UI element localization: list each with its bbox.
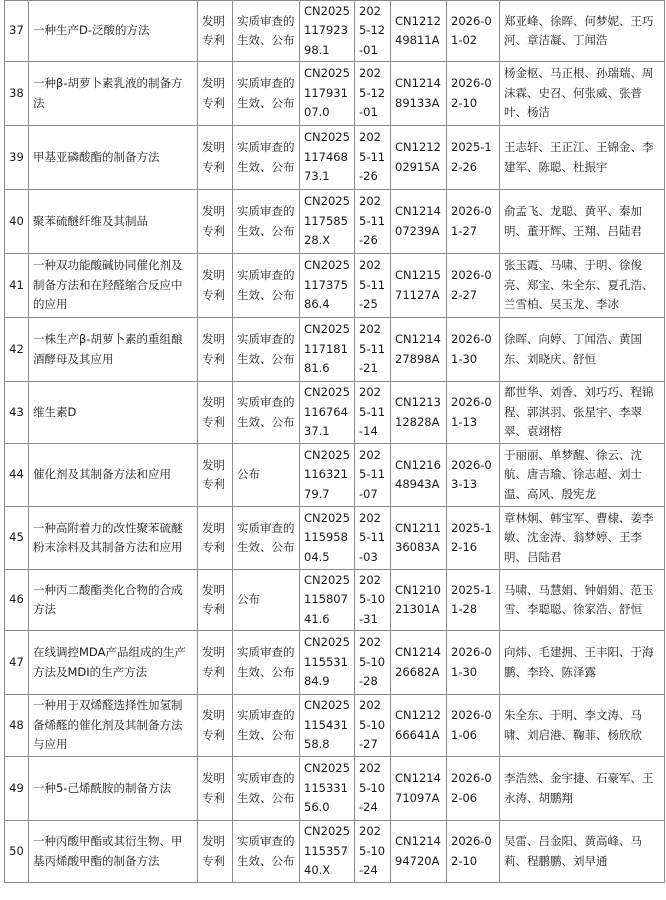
inventors-cell: 李浩然、金宇捷、石豪军、王永涛、胡鹏翔: [500, 757, 665, 821]
table-row: [5, 62, 665, 126]
application-number-cell: CN2025117931 07.0: [300, 62, 355, 126]
table-row: [5, 507, 665, 570]
application-number-cell: CN2025115531 84.9: [300, 631, 355, 695]
publication-date-cell: 2026-03-13: [447, 444, 500, 507]
patent-title-cell: 在线调控MDA产品组成的生产方法及MDI的生产方法: [29, 631, 198, 695]
patent-type-cell: 发明专利: [198, 570, 233, 631]
row-number-cell: 37: [5, 1, 29, 62]
patent-type-cell: 发明专利: [198, 695, 233, 757]
patent-title-cell: 维生素D: [29, 382, 198, 444]
application-number-cell: CN2025117468 73.1: [300, 126, 355, 190]
publication-date-cell: 2026-01-06: [447, 695, 500, 757]
application-number-cell: CN2025115958 04.5: [300, 507, 355, 570]
application-date-cell: 2025-11-07: [355, 444, 391, 507]
patent-title-cell: 一种生产D-泛酸的方法: [29, 1, 198, 62]
patent-title-cell: 一种高附着力的改性聚苯硫醚粉末涂料及其制备方法和应用: [29, 507, 198, 570]
row-number-cell: 44: [5, 444, 29, 507]
table-row: [5, 757, 665, 821]
inventors-cell: 徐晖、向婷、丁闻浩、黄国东、刘晓庆、舒恒: [500, 318, 665, 382]
row-number-cell: 49: [5, 757, 29, 821]
application-number-cell: CN2025115331 56.0: [300, 757, 355, 821]
inventors-cell: 吴雷、吕金阳、黄高峰、马莉、程鹏鹏、刘早通: [500, 821, 665, 883]
legal-status-cell: 实质审查的生效、公布: [233, 695, 300, 757]
legal-status-cell: 实质审查的生效、公布: [233, 254, 300, 318]
legal-status-cell: 公布: [233, 444, 300, 507]
patent-title-cell: 一株生产β-胡萝卜素的重组酿酒酵母及其应用: [29, 318, 198, 382]
inventors-cell: 张玉霞、马啸、于明、徐俊亮、郑宝、朱全东、夏孔浩、兰雪柏、吴玉龙、李冰: [500, 254, 665, 318]
table-row: [5, 444, 665, 507]
publication-date-cell: 2026-01-30: [447, 318, 500, 382]
legal-status-cell: 实质审查的生效、公布: [233, 190, 300, 254]
publication-date-cell: 2026-02-10: [447, 62, 500, 126]
patent-type-cell: 发明专利: [198, 126, 233, 190]
inventors-cell: 王志轩、王正江、王锦金、李建军、陈聪、杜振宇: [500, 126, 665, 190]
inventors-cell: 章林炯、韩宝军、曹棣、姜李敏、沈金涛、翁梦婷、王李明、吕陆君: [500, 507, 665, 570]
publication-date-cell: 2026-01-27: [447, 190, 500, 254]
publication-number-cell: CN121571127A: [391, 254, 447, 318]
patent-title-cell: 一种双功能酸碱协同催化剂及制备方法和在羟醛缩合反应中的应用: [29, 254, 198, 318]
application-number-cell: CN2025117181 81.6: [300, 318, 355, 382]
table-row: [5, 1, 665, 62]
patent-type-cell: 发明专利: [198, 821, 233, 883]
inventors-cell: 俞孟飞、龙聪、黄平、秦加明、董开辉、王翔、吕陆君: [500, 190, 665, 254]
application-date-cell: 2025-11-21: [355, 318, 391, 382]
row-number-cell: 45: [5, 507, 29, 570]
inventors-cell: 杨金枢、马正根、孙瑞瑞、周沫霖、史召、何张威、张普叶、杨洁: [500, 62, 665, 126]
publication-date-cell: 2026-02-06: [447, 757, 500, 821]
patent-title-cell: 甲基亚磷酸酯的制备方法: [29, 126, 198, 190]
patent-table-body: [5, 1, 665, 883]
row-number-cell: 48: [5, 695, 29, 757]
publication-number-cell: CN121426682A: [391, 631, 447, 695]
legal-status-cell: 实质审查的生效、公布: [233, 126, 300, 190]
application-number-cell: CN2025117923 98.1: [300, 1, 355, 62]
patent-type-cell: 发明专利: [198, 757, 233, 821]
patent-title-cell: 一种β-胡萝卜素乳液的制备方法: [29, 62, 198, 126]
inventors-cell: 朱全东、于明、李文涛、马啸、刘启港、鞠菲、杨欣欣: [500, 695, 665, 757]
row-number-cell: 39: [5, 126, 29, 190]
application-number-cell: CN2025117375 86.4: [300, 254, 355, 318]
patent-title-cell: 聚苯硫醚纤维及其制品: [29, 190, 198, 254]
table-row: [5, 382, 665, 444]
table-row: [5, 570, 665, 631]
row-number-cell: 50: [5, 821, 29, 883]
publication-number-cell: CN121136083A: [391, 507, 447, 570]
legal-status-cell: 实质审查的生效、公布: [233, 631, 300, 695]
row-number-cell: 41: [5, 254, 29, 318]
application-date-cell: 2025-11-25: [355, 254, 391, 318]
publication-number-cell: CN121648943A: [391, 444, 447, 507]
table-row: [5, 631, 665, 695]
inventors-cell: 郑亚峰、徐晖、何梦妮、王巧河、章洁凝、丁闻浩: [500, 1, 665, 62]
table-row: [5, 190, 665, 254]
publication-number-cell: CN121407239A: [391, 190, 447, 254]
legal-status-cell: 实质审查的生效、公布: [233, 507, 300, 570]
patent-table: [4, 0, 665, 883]
row-number-cell: 42: [5, 318, 29, 382]
application-number-cell: CN2025115431 58.8: [300, 695, 355, 757]
patent-title-cell: 催化剂及其制备方法和应用: [29, 444, 198, 507]
patent-type-cell: 发明专利: [198, 382, 233, 444]
publication-date-cell: 2026-01-02: [447, 1, 500, 62]
application-date-cell: 2025-11-26: [355, 126, 391, 190]
legal-status-cell: 实质审查的生效、公布: [233, 757, 300, 821]
publication-date-cell: 2026-02-10: [447, 821, 500, 883]
row-number-cell: 43: [5, 382, 29, 444]
publication-number-cell: CN121489133A: [391, 62, 447, 126]
patent-type-cell: 发明专利: [198, 254, 233, 318]
application-date-cell: 2025-12-01: [355, 1, 391, 62]
publication-date-cell: 2026-02-27: [447, 254, 500, 318]
patent-type-cell: 发明专利: [198, 444, 233, 507]
patent-title-cell: 一种5-己烯酰胺的制备方法: [29, 757, 198, 821]
publication-number-cell: CN121266641A: [391, 695, 447, 757]
table-row: [5, 318, 665, 382]
legal-status-cell: 公布: [233, 570, 300, 631]
application-number-cell: CN2025116764 37.1: [300, 382, 355, 444]
publication-number-cell: CN121312828A: [391, 382, 447, 444]
patent-type-cell: 发明专利: [198, 62, 233, 126]
legal-status-cell: 实质审查的生效、公布: [233, 318, 300, 382]
legal-status-cell: 实质审查的生效、公布: [233, 1, 300, 62]
publication-number-cell: CN121494720A: [391, 821, 447, 883]
publication-date-cell: 2025-11-28: [447, 570, 500, 631]
legal-status-cell: 实质审查的生效、公布: [233, 382, 300, 444]
application-date-cell: 2025-11-14: [355, 382, 391, 444]
application-date-cell: 2025-10-24: [355, 757, 391, 821]
legal-status-cell: 实质审查的生效、公布: [233, 62, 300, 126]
application-date-cell: 2025-11-03: [355, 507, 391, 570]
application-date-cell: 2025-10-31: [355, 570, 391, 631]
application-number-cell: CN2025117585 28.X: [300, 190, 355, 254]
application-date-cell: 2025-10-24: [355, 821, 391, 883]
application-number-cell: CN2025115807 41.6: [300, 570, 355, 631]
application-date-cell: 2025-10-28: [355, 631, 391, 695]
patent-title-cell: 一种用于双烯醛选择性加氢制备烯醛的催化剂及其制备方法与应用: [29, 695, 198, 757]
table-row: [5, 254, 665, 318]
patent-title-cell: 一种丙二酸酯类化合物的合成方法: [29, 570, 198, 631]
publication-number-cell: CN121021301A: [391, 570, 447, 631]
inventors-cell: 向炜、毛建拥、王丰阳、于海鹏、李玲、陈泽露: [500, 631, 665, 695]
row-number-cell: 38: [5, 62, 29, 126]
application-number-cell: CN2025115357 40.X: [300, 821, 355, 883]
patent-type-cell: 发明专利: [198, 1, 233, 62]
legal-status-cell: 实质审查的生效、公布: [233, 821, 300, 883]
publication-date-cell: 2025-12-16: [447, 507, 500, 570]
table-row: [5, 126, 665, 190]
patent-type-cell: 发明专利: [198, 631, 233, 695]
inventors-cell: 于丽丽、单梦醒、徐云、沈航、唐吉瑜、徐志超、刘士温、高风、殷宪龙: [500, 444, 665, 507]
row-number-cell: 47: [5, 631, 29, 695]
row-number-cell: 46: [5, 570, 29, 631]
application-date-cell: 2025-10-27: [355, 695, 391, 757]
row-number-cell: 40: [5, 190, 29, 254]
inventors-cell: 马啸、马慧娟、钟娟娟、范玉雪、李聪聪、徐家浩、舒恒: [500, 570, 665, 631]
application-number-cell: CN2025116321 79.7: [300, 444, 355, 507]
publication-number-cell: CN121471097A: [391, 757, 447, 821]
patent-type-cell: 发明专利: [198, 190, 233, 254]
patent-type-cell: 发明专利: [198, 507, 233, 570]
inventors-cell: 都世华、刘香、刘巧巧、程锦程、郭淇羽、张星宇、李翠翠、袁翊榕: [500, 382, 665, 444]
table-row: [5, 695, 665, 757]
patent-title-cell: 一种丙酸甲酯或其衍生物、甲基丙烯酸甲酯的制备方法: [29, 821, 198, 883]
publication-number-cell: CN121427898A: [391, 318, 447, 382]
publication-date-cell: 2026-01-13: [447, 382, 500, 444]
publication-date-cell: 2025-12-26: [447, 126, 500, 190]
patent-type-cell: 发明专利: [198, 318, 233, 382]
application-date-cell: 2025-12-01: [355, 62, 391, 126]
publication-date-cell: 2026-01-30: [447, 631, 500, 695]
application-date-cell: 2025-11-26: [355, 190, 391, 254]
publication-number-cell: CN121249811A: [391, 1, 447, 62]
publication-number-cell: CN121202915A: [391, 126, 447, 190]
table-row: [5, 821, 665, 883]
